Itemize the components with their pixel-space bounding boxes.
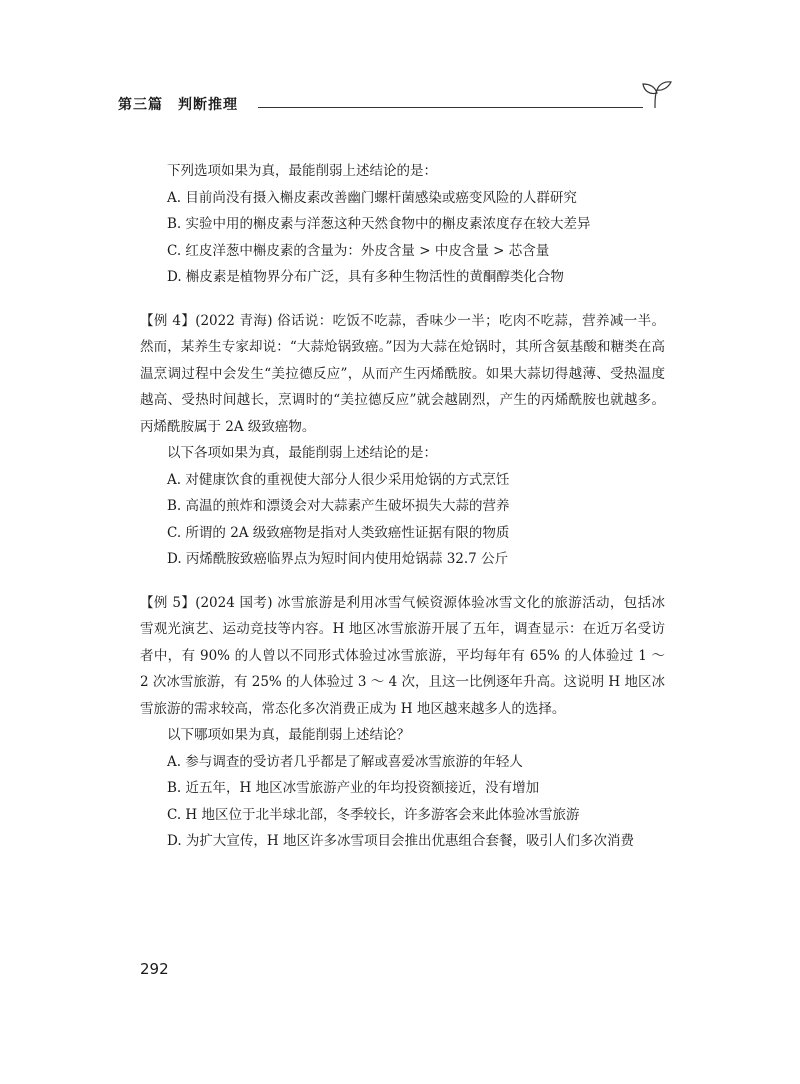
page-number: 292 <box>140 960 169 978</box>
option-c: C. 所谓的 2A 级致癌物是指对人类致癌性证据有限的物质 <box>167 524 510 541</box>
option-b: B. 高温的煎炸和漂烫会对大蒜素产生破坏损失大蒜的营养 <box>167 498 510 514</box>
example-4 <box>140 308 665 573</box>
option-a: A. 目前尚没有摄入槲皮素改善幽门螺杆菌感染或癌变风险的人群研究 <box>167 189 577 206</box>
question-prompt: 以下各项如果为真，最能削弱上述结论的是： <box>167 445 437 461</box>
option-c: C. H 地区位于北半球北部，冬季较长，许多游客会来此体验冰雪旅游 <box>167 806 580 823</box>
question-block-previous <box>140 158 665 291</box>
question-prompt: 下列选项如果为真，最能削弱上述结论的是： <box>167 163 437 179</box>
spacer <box>140 291 665 308</box>
page-content <box>140 158 665 855</box>
example-passage: 【例 4】(2022 青海) 俗话说：吃饭不吃蒜，香味少一半；吃肉不吃蒜，营养减一半。然而，某养生专家却说：“大蒜炝锅致癌。”因为大蒜在炝锅时，其所含氨基酸和糖类在高温烹调过程中会发生“美拉德反应”，从而产生丙烯酰胺。如果大蒜切得越薄、受热温度越高、受热时间越长，烹调时的“美拉德反应”就会越剧烈，产生的丙烯酰胺也就越多。丙烯酰胺属于 2A 级致癌物。 <box>140 312 665 435</box>
option-b: B. 近五年，H 地区冰雪旅游产业的年均投资额接近，没有增加 <box>167 780 540 796</box>
spacer <box>140 573 665 590</box>
option-d: D. 丙烯酰胺致癌临界点为短时间内使用炝锅蒜 32.7 公斤 <box>167 551 509 567</box>
option-d: D. 为扩大宣传，H 地区许多冰雪项目会推出优惠组合套餐，吸引人们多次消费 <box>167 833 634 849</box>
example-5 <box>140 590 665 855</box>
option-b: B. 实验中用的槲皮素与洋葱这种天然食物中的槲皮素浓度存在较大差异 <box>167 216 591 232</box>
option-c: C. 红皮洋葱中槲皮素的含量为：外皮含量 > 中皮含量 > 芯含量 <box>167 242 550 259</box>
question-prompt: 以下哪项如果为真，最能削弱上述结论？ <box>167 727 410 743</box>
section-title: 第三篇 判断推理 <box>118 97 238 113</box>
option-a: A. 对健康饮食的重视使大部分人很少采用炝锅的方式烹饪 <box>167 471 510 488</box>
example-passage: 【例 5】(2024 国考) 冰雪旅游是利用冰雪气候资源体验冰雪文化的旅游活动，包括冰雪观光演艺、运动竞技等内容。H 地区冰雪旅游开展了五年，调查显示：在近万名受访者中，有 90% 的人曾以不同形式体验过冰雪旅游，平均每年有 65% 的人体验过 1 ～ 2 次冰雪旅游，有 25% 的人体验过 3 ～ 4 次，且这一比例逐年升高。这说明 H 地区冰雪旅游的需求较高，常态化多次消费正成为 H 地区越来越多人的选择。 <box>140 594 665 717</box>
option-d: D. 槲皮素是植物界分布广泛，具有多种生物活性的黄酮醇类化合物 <box>167 269 564 285</box>
sprout-icon <box>640 81 674 109</box>
header-divider <box>258 107 643 108</box>
option-a: A. 参与调查的受访者几乎都是了解或喜爱冰雪旅游的年轻人 <box>167 753 523 770</box>
page-header <box>118 95 666 117</box>
